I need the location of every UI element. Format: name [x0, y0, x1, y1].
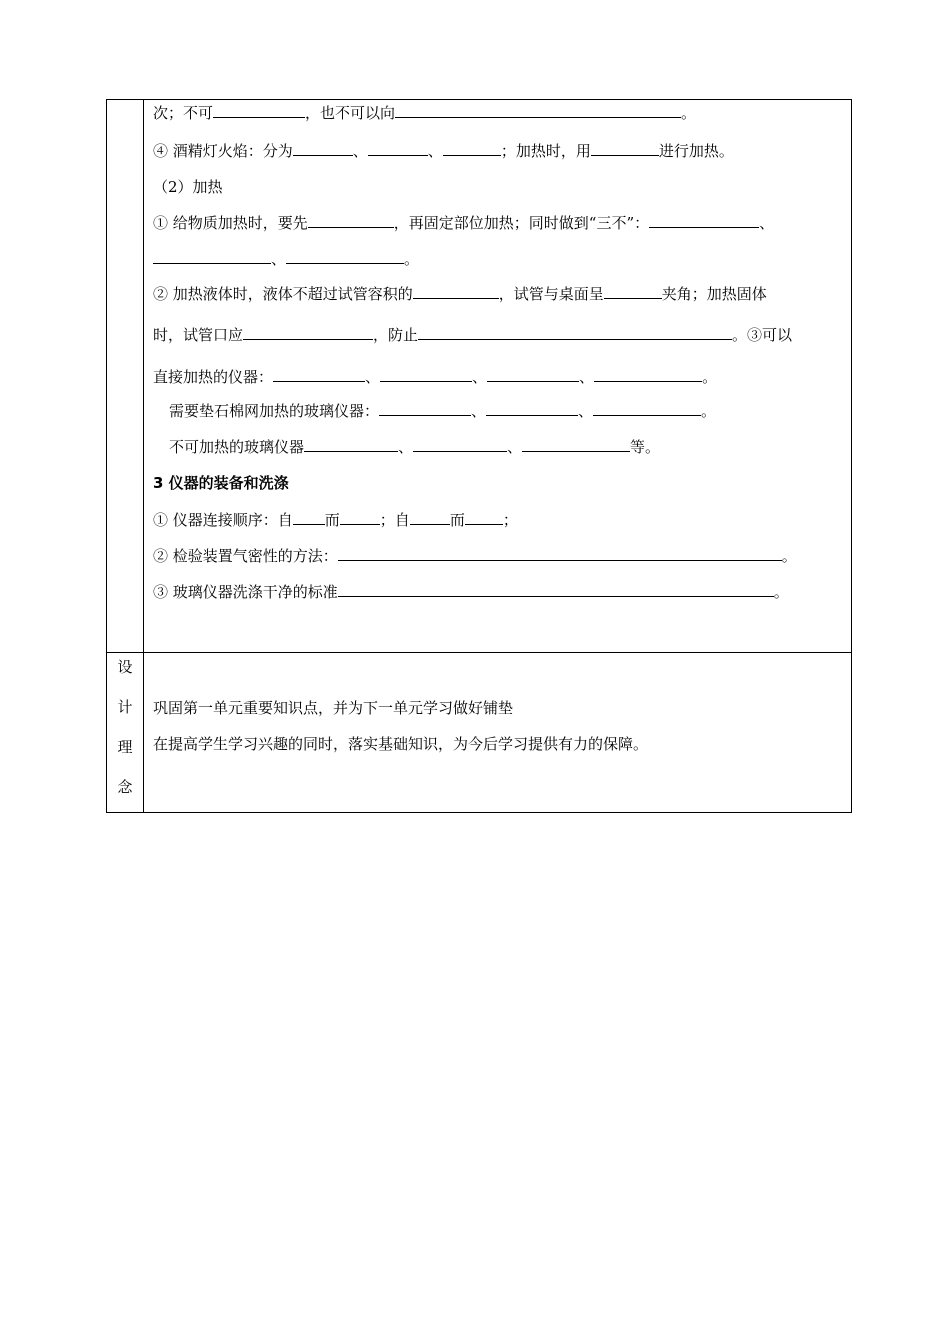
answer-blank[interactable] — [286, 249, 404, 264]
worksheet-line: 时，试管口应 ，防止 。③可以 — [153, 326, 793, 344]
answer-blank[interactable] — [153, 249, 271, 264]
answer-blank[interactable] — [591, 141, 659, 156]
answer-blank[interactable] — [338, 546, 782, 561]
design-text: 巩固第一单元重要知识点，并为下一单元学习做好铺垫 — [153, 699, 514, 717]
worksheet-line: ③ 玻璃仪器洗涤干净的标准 。 — [153, 583, 789, 601]
design-label-char: 理 — [117, 738, 133, 756]
worksheet-line: ① 仪器连接顺序：自 而 ；自 而 ； — [153, 511, 518, 529]
design-text: 在提高学生学习兴趣的同时，落实基础知识，为今后学习提供有力的保障。 — [153, 735, 649, 753]
answer-blank[interactable] — [304, 437, 398, 452]
answer-blank[interactable] — [243, 325, 373, 340]
answer-blank[interactable] — [410, 510, 450, 525]
worksheet-line: 不可加热的玻璃仪器 、 、 等。 — [169, 438, 661, 456]
worksheet-line: ① 给物质加热时，要先 ，再固定部位加热；同时做到“三不”： 、 — [153, 214, 775, 232]
answer-blank[interactable] — [338, 582, 774, 597]
answer-blank[interactable] — [465, 510, 503, 525]
worksheet-line: 需要垫石棉网加热的玻璃仪器： 、 、 。 — [169, 402, 717, 420]
answer-blank[interactable] — [368, 141, 428, 156]
answer-blank[interactable] — [380, 367, 472, 382]
design-label-char: 念 — [117, 778, 133, 796]
answer-blank[interactable] — [418, 325, 732, 340]
lesson-table — [106, 99, 852, 813]
answer-blank[interactable] — [649, 213, 759, 228]
answer-blank[interactable] — [593, 401, 701, 416]
answer-blank[interactable] — [213, 103, 305, 118]
answer-blank[interactable] — [594, 367, 702, 382]
answer-blank[interactable] — [487, 367, 579, 382]
row-divider — [107, 652, 851, 653]
worksheet-line: ② 检验装置气密性的方法： 。 — [153, 547, 797, 565]
worksheet-line: 、 。 — [153, 249, 419, 269]
worksheet-line: 次；不可 ，也不可以向 。 — [153, 104, 697, 122]
answer-blank[interactable] — [522, 437, 630, 452]
worksheet-line: ② 加热液体时，液体不超过试管容积的 ，试管与桌面呈 夹角；加热固体 — [153, 285, 767, 303]
answer-blank[interactable] — [486, 401, 578, 416]
answer-blank[interactable] — [308, 213, 394, 228]
worksheet-line: （2）加热 — [153, 178, 223, 196]
answer-blank[interactable] — [273, 367, 365, 382]
answer-blank[interactable] — [379, 401, 471, 416]
worksheet-line: 直接加热的仪器： 、 、 、 。 — [153, 368, 718, 386]
answer-blank[interactable] — [413, 284, 499, 299]
column-divider — [143, 100, 144, 812]
answer-blank[interactable] — [443, 141, 501, 156]
answer-blank[interactable] — [604, 284, 662, 299]
answer-blank[interactable] — [395, 103, 681, 118]
worksheet-line: ④ 酒精灯火焰：分为 、 、 ；加热时，用 进行加热。 — [153, 142, 734, 160]
design-label-char: 设 — [117, 658, 133, 676]
answer-blank[interactable] — [293, 510, 325, 525]
section-heading: 3 仪器的装备和洗涤 — [153, 474, 289, 492]
answer-blank[interactable] — [413, 437, 507, 452]
answer-blank[interactable] — [293, 141, 353, 156]
design-label-char: 计 — [117, 698, 133, 716]
answer-blank[interactable] — [340, 510, 380, 525]
